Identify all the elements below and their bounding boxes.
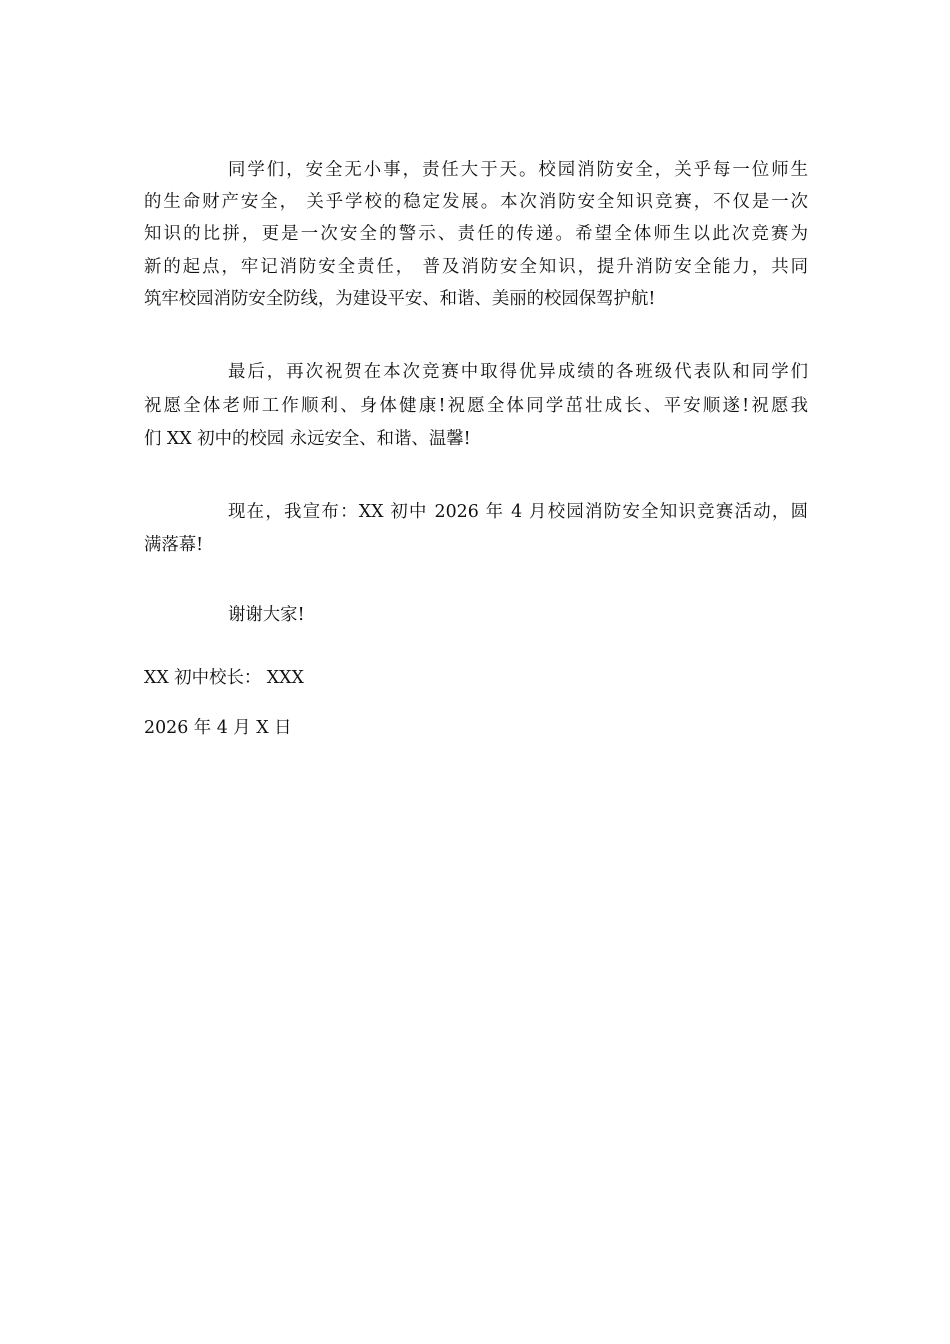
paragraph-1-line-1: 同学们，安全无小事，责任大于天。校园消防安全，关乎每一位师生 <box>228 160 808 180</box>
paragraph-1-line-4: 新的起点，牢记消防安全责任， 普及消防安全知识，提升消防安全能力，共同 <box>144 257 808 277</box>
paragraph-2-line-2: 祝愿全体老师工作顺利、身体健康!祝愿全体同学茁壮成长、平安顺遂!祝愿我 <box>144 396 808 416</box>
paragraph-3-line-1: 现在，我宣布：XX 初中 2026 年 4 月校园消防安全知识竞赛活动，圆 <box>228 502 808 522</box>
paragraph-2-line-1: 最后，再次祝贺在本次竞赛中取得优异成绩的各班级代表队和同学们 <box>228 362 808 382</box>
thanks-line: 谢谢大家! <box>228 605 305 625</box>
paragraph-3-line-2: 满落幕! <box>144 535 204 555</box>
paragraph-1-line-2: 的生命财产安全， 关乎学校的稳定发展。本次消防安全知识竞赛，不仅是一次 <box>144 192 808 212</box>
signature-title: XX 初中校长： XXX <box>144 668 304 688</box>
signature-date: 2026 年 4 月 X 日 <box>144 718 292 738</box>
paragraph-1-line-3: 知识的比拼，更是一次安全的警示、责任的传递。希望全体师生以此次竞赛为 <box>144 224 808 244</box>
paragraph-1-line-5: 筑牢校园消防安全防线，为建设平安、和谐、美丽的校园保驾护航! <box>144 289 656 309</box>
paragraph-2-line-3: 们 XX 初中的校园 永远安全、和谐、温馨! <box>144 429 471 449</box>
